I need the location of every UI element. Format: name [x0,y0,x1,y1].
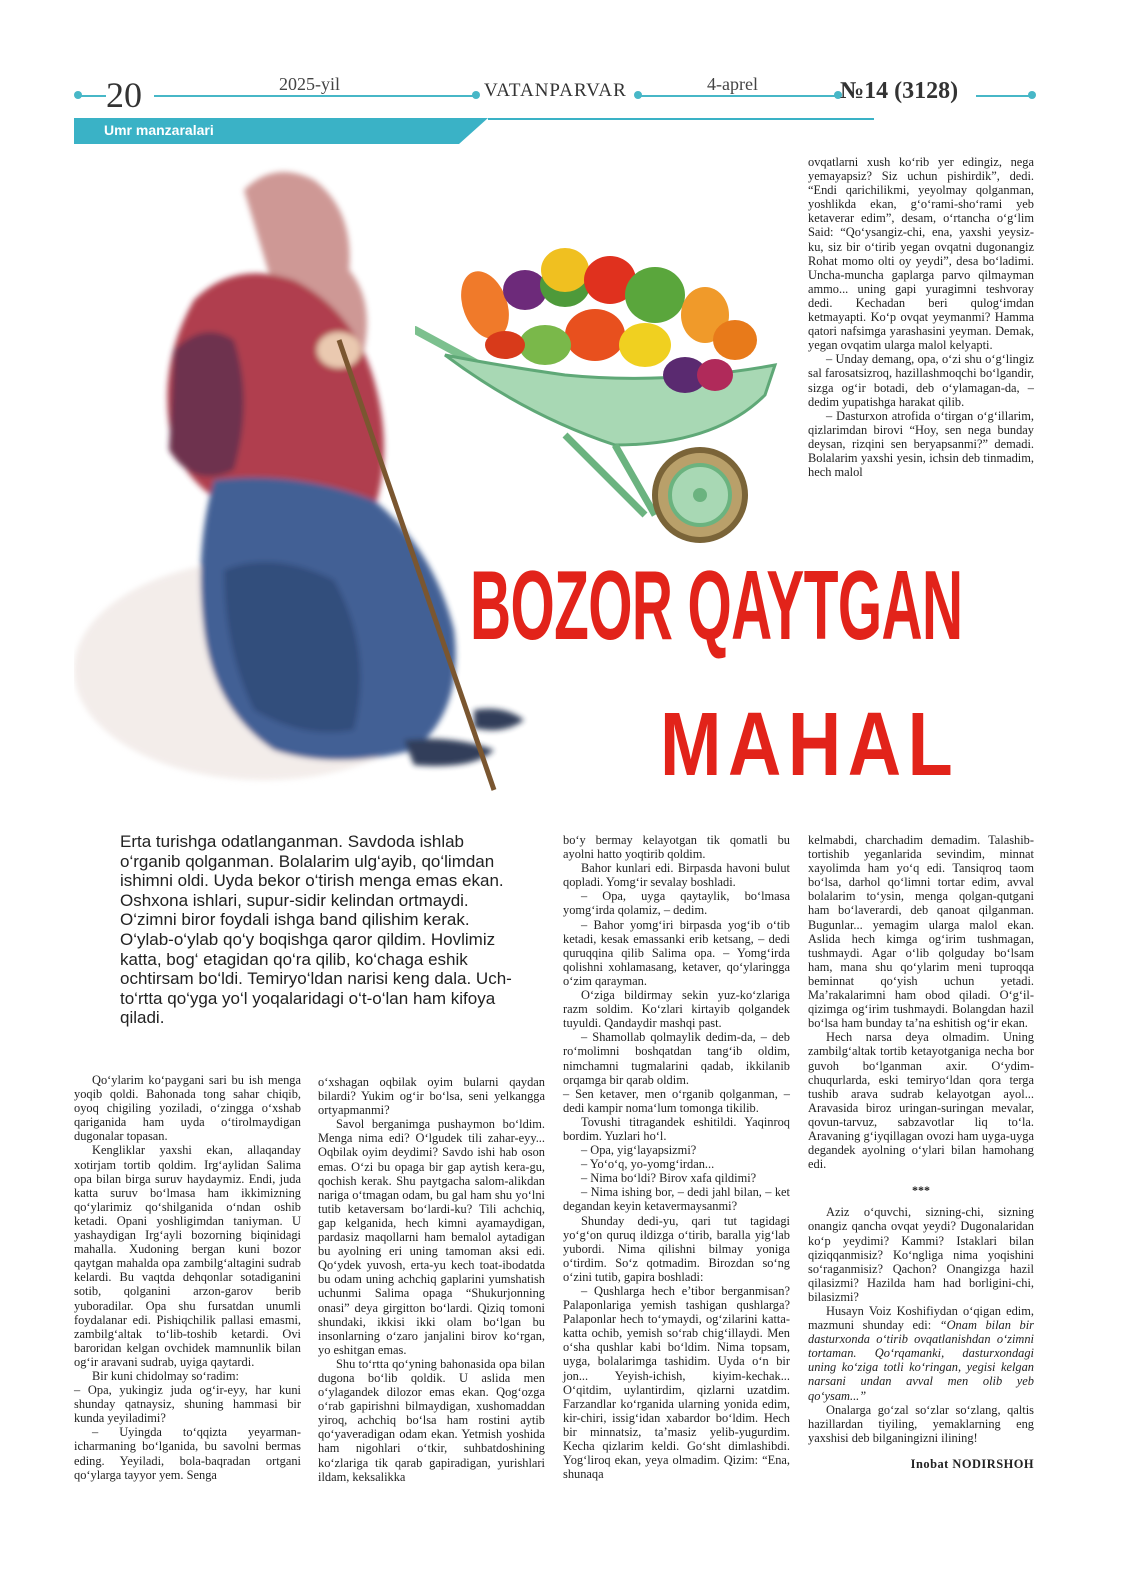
paragraph: Savol berganimga pushaymon bo‘ldim. Menga nima edi? O‘lgudek tili zahar-eyy... Oqbilak oyim deydimi? Savdo ishi hab oson emas. O‘zi bu opaga bir gap aytish kera-gu, qochish kerak. Shu paytgacha salom-alikdan nariga o‘tmagan odam, bu gal ham shu yo‘lni tutib ketaversam bo‘lardi-ku? Tili achchiq, gap kelganida, hech kimni ayamaydigan, pardasiz maqollarni ham bemalol aytadigan bu ayolning eri uning tamoman aksi edi. Qo‘ydek yuvosh, erta-yu kech toat-ibodatda bu odam uning achchiq gaplarini yumshatish uchunmi Salima opaga “Shukurjonning onasi” deya girgitton bo‘lardi. Qiziq tomoni shundaki, ikkisi ikki olam bo‘lgan bu insonlarning o‘zaro janjalini birov ko‘rgan, yo eshitgan emas. [318,1117,545,1357]
headline-line-1: BOZOR QAYTGAN [470,550,963,660]
header-rule [638,95,838,97]
paragraph: Onalarga go‘zal so‘zlar so‘zlang, qaltis hazillardan tiyiling, yemaklarning eng yaxshisi deb bilganingizni ilining! [808,1402,1034,1445]
paragraph: – Nima ishing bor, – dedi jahl bilan, – ket degandan keyin ketavermaysanmi? [563,1185,790,1214]
header-dot [1028,91,1036,99]
page-number: 20 [106,75,142,115]
paragraph: Bir kuni chidolmay so‘radim: [92,1368,239,1383]
paragraph: o‘xshagan oqbilak oyim bularni qaydan bilardi? Yukim og‘ir bo‘lsa, seni yelkangga ortyapmanmi? [318,1075,545,1118]
paragraph: kelmabdi, charchadim demadim. Talashib-tortishib yeganlarida sevindim, minnat xayolimda ham yo‘q edi. Tansiqroq taom bo‘lsa, darhol qo‘limni tortar edim, avval bolalarim to‘ysin, menga qolgan-qutgani ham bo‘laverardi, deb qanoat qilganman. Bugunlar... yemagim ularga malol ekan. Aslida hech kimga og‘irim tushmagan, tushmaydi. Agar o‘lib qolguday bo‘lsam ham, mana shu qo‘ylarim meni tuproqqa beminnat qo‘yish uchun yetadi. Ma’rakalarimni ham obod qiladi. O‘g‘il-qizimga og‘irim tushmaydi. Bolangdan hazil bo‘lsa ham bunday ta’na eshitish og‘ir ekan. [808,833,1034,1031]
paragraph: Shunday dedi-yu, qari tut tagidagi yo‘g‘on quruq ildizga o‘tirib, baralla yig‘lab yubordi. Nima qilishni bilmay yoniga o‘tirdim. So‘z qotmadim. Birozdan so‘ng o‘zini tutib, gapira boshladi: [563,1213,790,1284]
paragraph: Tovushi titragandek eshitildi. Yaqinroq bordim. Yuzlari ho‘l. [563,1114,790,1143]
column-3 [563,833,790,1481]
header-dot [472,91,480,99]
lead-paragraph [120,832,520,1028]
column-1 [74,1073,301,1482]
paragraph: – Bahor yomg‘iri birpasda yog‘ib o‘tib ketadi, kesak emassanki erib ketsang, – dedi quruqqina qilib Salima opa. – Yomg‘irda qolishni xohlamasang, ketaver, qo‘ylaringga o‘zim qarayman. [563,917,790,988]
paragraph: – Unday demang, opa, o‘zi shu o‘g‘lingiz sal farosatsizroq, hazillashmoqchi bo‘lgandir, sizga og‘ir botadi, deb o‘ylamagan-da, – dedim yupatishga harakat qilib. [808,352,1034,409]
vegetable-cart-illustration [415,245,805,575]
paragraph: – Opa, uyga qaytaylik, bo‘lmasa yomg‘irda qolamiz, – dedim. [563,889,790,918]
paragraph: Kengliklar yaxshi ekan, allaqanday xotirjam tortib qoldim. Irg‘aylidan Salima opa bilan birga suruv haydaymiz. Endi, juda katta suruv bo‘lmasa ham ikkimizning qo‘ylarimiz qo‘shilganida o‘ndan oshib ketadi. Opani yoshligimdan taniyman. U yashaydigan Irg‘ayli bozorning biqinidagi mahalla. Xudoning bergan kuni bozor qaytgan mahalda opa zambilg‘altagini sudrab kelardi. Bu vaqtda dehqonlar sotadiganini sotib, qolganini arzon-garov berib yuboradilar. Opa shu fursatdan unumli foydalanar edi. Pishiqchilik pallasi emasmi, zambilg‘altak to‘lib-toshib ketardi. Ovi baroridan kelgan ovchidek mamnunlik bilan og‘ir aravani sudrab, uyiga qaytardi. [74,1143,301,1369]
lead-text: Erta turishga odatlanganman. Savdoda ishlab o‘rganib qolganman. Bolalarim ulg‘ayib, qo‘limdan ishimni oldi. Uyda bekor o‘tirish menga emas ekan. Oshxona ishlari, supur-sidir kelindan ortmaydi. O‘zimni biror foydali ishga band qilishim kerak. O‘ylab-o‘ylab qo‘y boqishga qaror qildim. Hovlimiz katta, bog‘ etagidan qo‘ra qilib, ko‘chaga eshik ochtirsam bo‘ldi. Temiryo‘ldan narisi keng dala. Uch-to‘rtta qo‘yga yo‘l yoqalaridagi o‘t-o‘lan ham kifoya qiladi. [120,832,512,1028]
paragraph [808,1304,1034,1403]
paragraph: Qo‘ylarim ko‘paygani sari bu ish menga yoqib qoldi. Bahonada tong sahar chiqib, oyoq chigiling yoziladi, o‘zingga o‘xshab qariganida ham uyda o‘tirolmaydigan dugonalar topasan. [74,1073,301,1144]
rubric-label: Umr manzaralari [104,122,214,138]
paragraph: Aziz o‘quvchi, sizning-chi, sizning onangiz qancha ovqat yeydi? Dugonalaridan ko‘p yeydimi? Kammi? Istaklari bilan qiziqqanmisiz? Ko‘ngliga nima yoqishini so‘raganmisiz? Qachon? Onangizga hazil qilasizmi? Hazilda ham had borligini-chi, bilasizmi? [808,1205,1034,1304]
column-4-top [808,155,1034,479]
paragraph: – Qushlarga hech e’tibor berganmisan? Palaponlariga yemish tashigan qushlarga? Palaponlar hech to‘ymaydi, og‘zilarini katta-katta ochib, yemish so‘rab chig‘illaydi. Men o‘sha qushlar kabi bo‘ldim. Nima topsam, uyga, bolalarimga tashidim. Uyda o‘n bir jon... Yeyish-ichish, kiyim-kechak... O‘qitdim, uylantirdim, qizlarni uzatdim. Farzandlar ko‘rganida ularning yonida edim, kir-chiri, issig‘idan xabardor bo‘ldim. Hech bir minnatsiz, ta’masiz yelib-yugurdim. Kecha qizlarim keldi. Go‘sht dimlashibdi. Yog‘liroq ekan, yeya olmadim. Qizim: “Ena, shunaqa [563,1284,790,1482]
paragraph: – Sen ketaver, men o‘rganib qolganman, – dedi kampir noma‘lum tomonga tikilib. [563,1086,790,1115]
headline-line-2: MAHAL [660,695,960,795]
paragraph: – Shamollab qolmaylik dedim-da, – deb ro‘molimni boshqatdan tang‘ib oldim, nimchamni tugmalarini qadab, ikkilanib orqamga bir qarab oldim. [563,1030,790,1087]
paragraph: – Dasturxon atrofida o‘tirgan o‘g‘illarim, qizlarimdan birovi “Hoy, sen nega bunday deysan, rizqini sen beryapsanmi?” demadi. Bolalarim yaxshi yesin, ichsin deb tinmadim, hech malol [808,408,1034,480]
paragraph: – Nima bo‘ldi? Birov xafa qildimi? [581,1171,757,1186]
paragraph: Bahor kunlari edi. Birpasda havoni bulut qopladi. Yomg‘ir sevalay boshladi. [563,861,790,890]
quote: “Onam bilan bir dasturxonda o‘tirib ovqatlanishdan o‘zimni tortaman. Qo‘rqamanki, dasturxondagi uning ko‘ziga totli ko‘ringan, yegisi kelgan narsani undan avval men olib yeb qo‘ysam...” [808,1318,1034,1403]
section-separator: *** [912,1183,930,1198]
paragraph: ovqatlarni xush ko‘rib yer edingiz, nega yemayapsiz? Siz uchun pishirdik”, dedi. “Endi qarichilikmi, yeyolmay qolganman, yoshlikda ekan, g‘o‘rami-sho‘rami yeb ketaverar edim”, desam, o‘rtancha o‘g‘lim Said: “Qo‘ysangiz-chi, ena, yaxshi yeysiz-ku, siz bir o‘tirib yegan ovqatni dugonangiz Rohat momo olti oy yeydi”, desa bo‘ladimi. Uncha-muncha gaplarga parvo qilmayman ammo... uning gapi yuragimni teshvoray dedi. Kechadan beri qulog‘imdan ketmayapti. Ko‘p ovqat yeymanmi? Hamma qatori nafsimga yarashasini yeyman. Demak, yegan ovqatim ularga malol kelyapti. [808,155,1034,353]
column-2 [318,1075,545,1484]
column-4 [808,833,1034,1471]
header-rule [78,95,106,97]
author-byline: Inobat NODIRSHOH [910,1456,1034,1471]
header-year: 2025-yil [279,74,340,94]
paragraph: bo‘y bermay kelayotgan tik qomatli bu ayolni hatto yoqtirib qoldim. [563,833,790,862]
newspaper-name: VATANPARVAR [484,80,627,101]
header-rule [976,95,1032,97]
page-header [74,74,1036,115]
rubric-banner [74,118,488,144]
paragraph: Hech narsa deya olmadim. Uning zambilg‘altak tortib ketayotganiga necha bor guvoh bo‘lganman axir. O‘ydim-chuqurlarda, eski temiryo‘ldan qora terga tushib arava sudrab kelayotgan ayol... Aravasida biroz uringan-suringan mevalar, qovun-tarvuz, sabzavotlar liq to‘la. Aravaning g‘iyqillagan ovozi ham uyga-uyga degandek ayolning o‘ylari bilan hamohang edi. [808,1030,1034,1172]
paragraph: Shu to‘rtta qo‘yning bahonasida opa bilan dugona bo‘lib qoldik. U aslida men o‘ylagandek dilozor emas ekan. Qog‘ozga o‘rab gapirishni bilmaydigan, xushomaddan yiroq, achchiq bo‘lsa ham rostini aytib qo‘yaveradigan odam ekan. Yetmish yoshida ham nigohlari o‘tkir, suhbatdoshining ko‘zlariga tik qarab gapiradigan, yurishlari ildam, keksalikka [318,1356,545,1484]
paragraph: – Opa, yig‘layapsizmi? [581,1143,697,1158]
paragraph: – Uyingda to‘qqizta yeyarman-icharmaning bo‘lganida, bu savolni bermas eding. Yeyiladi, bola-baqradan ortgani qo‘ylarga tayyor yem. Senga [74,1425,301,1482]
header-date: 4-aprel [707,74,758,94]
issue-number: №14 (3128) [840,78,959,104]
paragraph: – Opa, yukingiz juda og‘ir-eyy, har kuni shunday qatnaysiz, shuning hammasi bir kunda yeyiladimi? [74,1383,301,1426]
header-rule [154,95,474,97]
paragraph: – Yo‘o‘q, yo-yomg‘irdan... [581,1157,715,1172]
paragraph: O‘ziga bildirmay sekin yuz-ko‘zlariga razm soldim. Ko‘zlari kirtayib qolgandek tuyuldi. Qandaydir mashqi past. [563,988,790,1031]
rubric-line [488,118,874,120]
paragraph-text: Husayn Voiz Koshifiydan o‘qigan edim, mazmuni shunday edi: [808,1304,1034,1333]
